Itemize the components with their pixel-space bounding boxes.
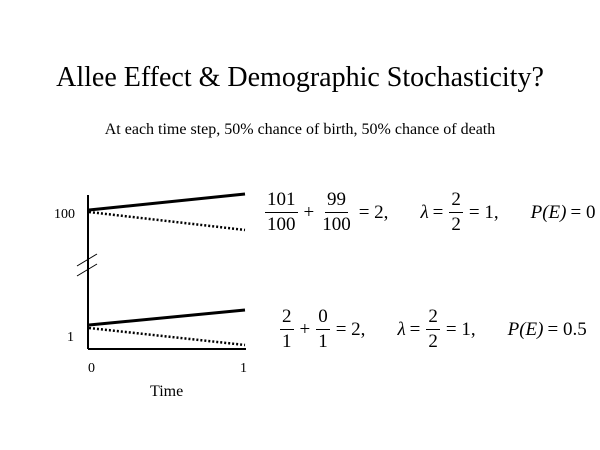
equation-high-population (263, 189, 599, 236)
y-tick-label-1: 1 (67, 330, 74, 345)
lower-growth-line (89, 310, 245, 325)
fraction-death (316, 306, 330, 353)
upper-growth-line (89, 194, 245, 210)
fraction-denominator: 100 (267, 214, 296, 235)
extinction-probability-label: P(E) (530, 201, 567, 223)
fraction-birth (265, 189, 298, 236)
y-tick-label-100: 100 (54, 207, 75, 222)
sum-value: = 2, (335, 318, 366, 340)
fraction-denominator: 2 (451, 214, 461, 235)
fraction-denominator: 2 (428, 331, 438, 352)
lower-decline-line (89, 328, 245, 345)
fraction-denominator: 1 (318, 331, 328, 352)
fraction-numerator: 0 (316, 306, 330, 330)
plus-sign: + (299, 318, 311, 340)
lambda-symbol: λ (397, 318, 406, 340)
fraction-lambda (449, 189, 463, 236)
x-tick-label-1: 1 (240, 361, 247, 376)
fraction-numerator: 2 (280, 306, 294, 330)
fraction-birth (280, 306, 294, 353)
equation-low-population (278, 306, 591, 353)
slide-subtitle: At each time step, 50% chance of birth, 50% chance of death (104, 121, 496, 138)
fraction-lambda (426, 306, 440, 353)
x-tick-label-0: 0 (88, 361, 95, 376)
lambda-symbol: λ (420, 201, 429, 223)
fraction-death (320, 189, 353, 236)
fraction-numerator: 2 (449, 189, 463, 213)
extinction-probability-label: P(E) (507, 318, 544, 340)
equals-sign: = (432, 201, 444, 223)
plus-sign: + (303, 201, 315, 223)
fraction-numerator: 99 (325, 189, 348, 213)
slide-title: Allee Effect & Demographic Stochasticity? (56, 62, 544, 93)
fraction-denominator: 100 (322, 214, 351, 235)
extinction-probability-value: = 0 (570, 201, 596, 223)
equals-sign: = (409, 318, 421, 340)
fraction-numerator: 2 (426, 306, 440, 330)
sum-value: = 2, (358, 201, 389, 223)
lambda-value: = 1, (445, 318, 476, 340)
upper-decline-line (89, 212, 245, 230)
x-axis-label: Time (150, 383, 184, 400)
fraction-denominator: 1 (282, 331, 292, 352)
fraction-numerator: 101 (265, 189, 298, 213)
lambda-value: = 1, (468, 201, 499, 223)
extinction-probability-value: = 0.5 (547, 318, 587, 340)
